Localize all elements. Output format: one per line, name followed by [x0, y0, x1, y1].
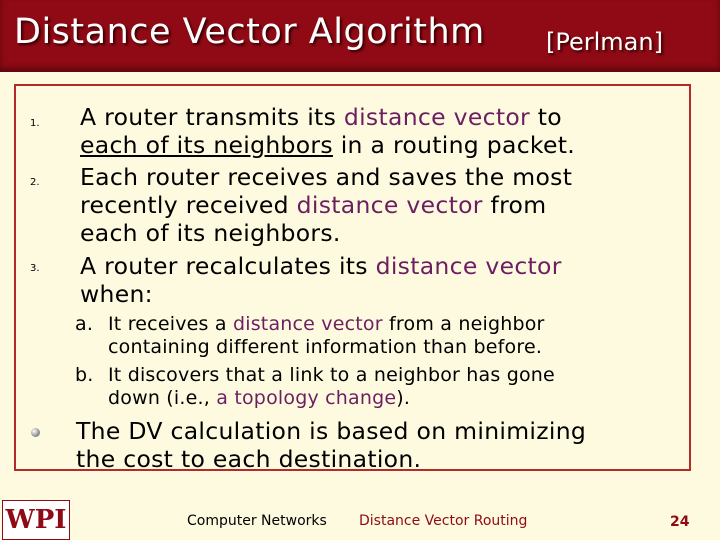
- page-number: 24: [670, 514, 690, 530]
- item-3-line-1: A router recalculates its distance vector: [80, 252, 562, 280]
- item-2-line-2: recently received distance vector from: [80, 191, 547, 219]
- item-number-3: 3.: [30, 263, 40, 274]
- item-3-line-2: when:: [80, 280, 153, 308]
- subitem-a-letter: a.: [75, 313, 94, 335]
- slide-title: Distance Vector Algorithm: [14, 12, 485, 52]
- subitem-b-line-1: It discovers that a link to a neighbor has gone: [108, 364, 555, 386]
- item-1-line-1: A router transmits its distance vector to: [80, 103, 562, 131]
- item-2-line-3: each of its neighbors.: [80, 219, 341, 247]
- subitem-b-letter: b.: [75, 364, 94, 386]
- item-1-line-2: each of its neighbors in a routing packet.: [80, 131, 576, 159]
- footer-topic: Distance Vector Routing: [359, 513, 528, 529]
- item-number-2: 2.: [30, 177, 40, 188]
- footer-course: Computer Networks: [187, 513, 327, 529]
- wpi-logo: WPI: [2, 500, 70, 540]
- title-bar: [0, 0, 720, 72]
- subitem-b-line-2: down (i.e., a topology change).: [108, 387, 411, 409]
- bullet-icon: [31, 428, 40, 437]
- bullet-line-2: the cost to each destination.: [76, 445, 422, 473]
- bullet-line-1: The DV calculation is based on minimizing: [76, 417, 587, 445]
- subitem-a-line-1: It receives a distance vector from a neighbor: [108, 313, 545, 335]
- item-2-line-1: Each router receives and saves the most: [80, 163, 573, 191]
- subitem-a-line-2: containing different information than before.: [108, 336, 543, 358]
- item-number-1: 1.: [30, 118, 40, 129]
- slide-title-note: [Perlman]: [546, 28, 663, 56]
